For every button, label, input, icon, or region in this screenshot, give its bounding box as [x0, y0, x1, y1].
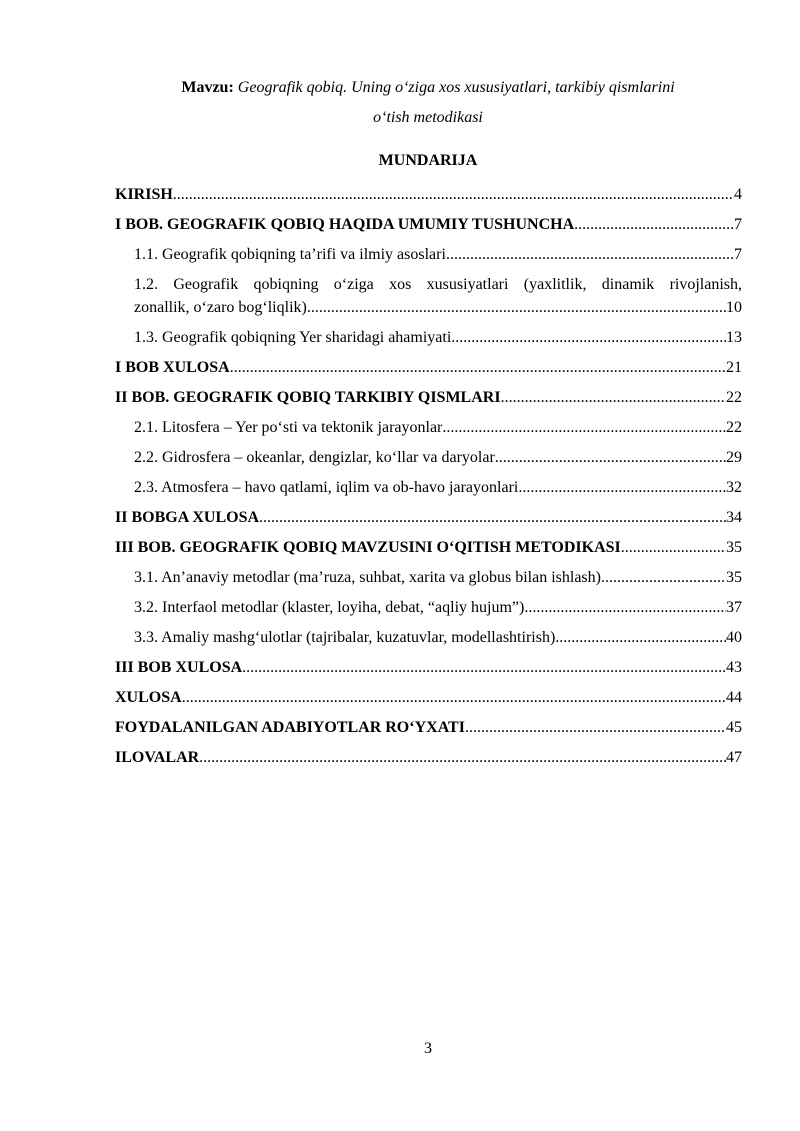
- toc-entry-2-1[interactable]: [134, 418, 742, 438]
- toc-entry-title: 3.1. An’anaviy metodlar (ma’ruza, suhbat, xarita va globus bilan ishlash): [134, 569, 601, 586]
- toc-entry-page: 4: [734, 186, 742, 203]
- topic-title-line2: o‘tish metodikasi: [373, 109, 483, 126]
- toc-entry-bob2[interactable]: [115, 388, 742, 408]
- toc-entry-title: I BOB. GEOGRAFIK QOBIQ HAQIDA UMUMIY TUSHUNCHA: [115, 216, 575, 233]
- toc-entry-title: 3.2. Interfaol metodlar (klaster, loyiha, debat, “aqliy hujum”): [134, 599, 525, 616]
- toc-dot-leader: [495, 448, 726, 468]
- toc-entry-title: 2.3. Atmosfera – havo qatlami, iqlim va ob-havo jarayonlari: [134, 479, 519, 496]
- toc-entry-kirish[interactable]: [115, 185, 742, 205]
- toc-entry-bob3[interactable]: [115, 538, 742, 558]
- toc-entry-page: 7: [734, 246, 742, 263]
- toc-dot-leader: [230, 358, 726, 378]
- toc-entry-title: 2.1. Litosfera – Yer po‘sti va tektonik jarayonlar: [134, 419, 443, 436]
- toc-dot-leader: [442, 418, 726, 438]
- toc-entry-title: III BOB. GEOGRAFIK QOBIQ MAVZUSINI O‘QITISH METODIKASI: [115, 539, 621, 556]
- toc-dot-leader: [242, 658, 726, 678]
- toc-dot-leader: [307, 298, 726, 318]
- toc-dot-leader: [446, 245, 734, 265]
- toc-entry-page: 44: [726, 689, 742, 706]
- toc-entry-page: 29: [726, 449, 742, 466]
- toc-entry-1-3[interactable]: [134, 328, 742, 348]
- toc-entry-page: 40: [726, 629, 742, 646]
- toc-entry-title: III BOB XULOSA: [115, 659, 243, 676]
- toc-dot-leader: [465, 718, 726, 738]
- toc-entry-title: 2.2. Gidrosfera – okeanlar, dengizlar, ko‘llar va daryolar: [134, 449, 495, 466]
- toc-entry-3-2[interactable]: [134, 598, 742, 618]
- topic-label: Mavzu:: [181, 79, 234, 96]
- toc-entry-1-1[interactable]: [134, 245, 742, 265]
- toc-dot-leader: [524, 598, 726, 618]
- toc-dot-leader: [259, 508, 726, 528]
- topic-title-line1: Geografik qobiq. Uning o‘ziga xos xususiyatlari, tarkibiy qismlarini: [237, 79, 675, 96]
- toc-entry-bob1[interactable]: [115, 215, 742, 235]
- toc-entry-title: ILOVALAR: [115, 749, 200, 766]
- toc-entry-3-1[interactable]: [134, 568, 742, 588]
- toc-entry-title: 1.1. Geografik qobiqning ta’rifi va ilmiy asoslari: [134, 246, 446, 263]
- toc-entry-page: 34: [726, 509, 742, 526]
- toc-dot-leader: [518, 478, 726, 498]
- toc-entry-xulosa3[interactable]: [115, 658, 742, 678]
- toc-entry-page: 47: [726, 749, 742, 766]
- toc-entry-page: 32: [726, 479, 742, 496]
- toc-entry-page: 37: [726, 599, 742, 616]
- toc-dot-leader: [555, 628, 726, 648]
- toc-entry-xulosa2[interactable]: [115, 508, 742, 528]
- toc-entry-title: 3.3. Amaliy mashg‘ulotlar (tajribalar, kuzatuvlar, modellashtirish): [134, 629, 556, 646]
- toc-dot-leader: [173, 185, 734, 205]
- toc-entry-page: 22: [726, 389, 742, 406]
- toc-entry-1-2-line1[interactable]: 1.2. Geografik qobiqning o‘ziga xos xususiyatlari (yaxlitlik, dinamik rivojlanish,: [134, 276, 742, 293]
- topic-heading: [100, 73, 756, 133]
- toc-entry-ilovalar[interactable]: [115, 748, 742, 768]
- toc-entry-xulosa1[interactable]: [115, 358, 742, 378]
- toc-title: MUNDARIJA: [378, 152, 478, 169]
- toc-entry-page: 10: [726, 299, 742, 316]
- toc-entry-title: 1.3. Geografik qobiqning Yer sharidagi ahamiyati: [134, 329, 452, 346]
- toc-entry-xulosa[interactable]: [115, 688, 742, 708]
- toc-entry-page: 35: [726, 539, 742, 556]
- toc-dot-leader: [574, 215, 734, 235]
- toc-entry-adabiyotlar[interactable]: [115, 718, 742, 738]
- toc-dot-leader: [199, 748, 726, 768]
- toc-entry-page: 43: [726, 659, 742, 676]
- toc-entry-title: II BOBGA XULOSA: [115, 509, 260, 526]
- toc-entry-title: XULOSA: [115, 689, 182, 706]
- toc-dot-leader: [601, 568, 726, 588]
- toc-entry-2-3[interactable]: [134, 478, 742, 498]
- toc-dot-leader: [501, 388, 726, 408]
- toc-entry-page: 13: [726, 329, 742, 346]
- toc-entry-title: I BOB XULOSA: [115, 359, 230, 376]
- toc-entry-1-2[interactable]: [134, 298, 742, 318]
- toc-entry-title: FOYDALANILGAN ADABIYOTLAR RO‘YXATI: [115, 719, 465, 736]
- toc-dot-leader: [621, 538, 726, 558]
- toc-entry-2-2[interactable]: [134, 448, 742, 468]
- toc-entry-page: 35: [726, 569, 742, 586]
- toc-entry-page: 21: [726, 359, 742, 376]
- toc-dot-leader: [451, 328, 726, 348]
- toc-entry-page: 45: [726, 719, 742, 736]
- toc-dot-leader: [182, 688, 726, 708]
- toc-entry-title: II BOB. GEOGRAFIK QOBIQ TARKIBIY QISMLARI: [115, 389, 501, 406]
- toc-entry-page: 7: [734, 216, 742, 233]
- toc-entry-3-3[interactable]: [134, 628, 742, 648]
- toc-entry-title: zonallik, o‘zaro bog‘liqlik): [134, 299, 307, 316]
- page-number: 3: [424, 1040, 432, 1057]
- toc-entry-page: 22: [726, 419, 742, 436]
- toc-entry-title: KIRISH: [115, 186, 173, 203]
